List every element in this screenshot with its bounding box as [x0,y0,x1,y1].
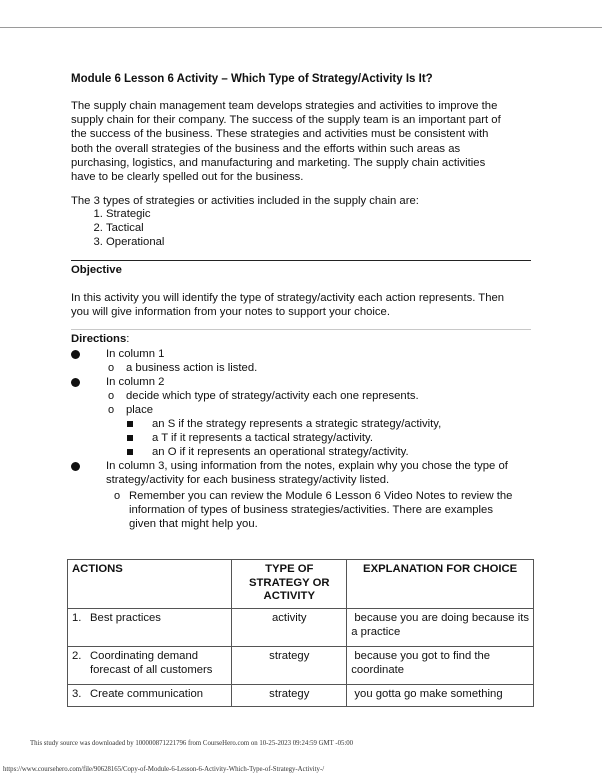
circle-marker-icon: o [108,390,115,402]
header-type [232,560,347,609]
direction-sub-text: information of types of business strategies/activities. There are examples [129,504,493,516]
document-title: Module 6 Lesson 6 Activity – Which Type of Strategy/Activity Is It? [71,73,433,85]
explanation-cell[interactable] [347,685,534,707]
type-item-operational: 3. Operational [106,236,164,250]
directions-list [71,347,541,531]
action-text: Create communication [90,688,204,700]
direction-sub-continuation [71,503,541,517]
objective-line: you will give information from your notes to support your choice. [71,306,390,319]
direction-column-3 [71,459,541,473]
table-header-row [68,560,534,609]
explanation-cell[interactable] [347,647,534,685]
directions-heading [71,333,129,345]
direction-column-1 [71,347,541,361]
objective-line: In this activity you will identify the type of strategy/activity each action represents. Then [71,292,505,304]
explanation-line: you gotta go make something [351,688,503,700]
bullet-icon [71,462,80,471]
explanation-line: because you got to find the [351,650,491,662]
circle-marker-icon: o [108,362,115,374]
row-number: 2. [72,650,82,662]
download-source-note: This study source was downloaded by 100000871221796 from CourseHero.com on 10-25-2023 09:24:59 GMT -05:00 [30,740,354,747]
direction-sub-item [71,403,541,417]
directions-colon: : [126,333,130,345]
table-row [68,609,534,647]
direction-sub-item [71,389,541,403]
explanation-line: because you are doing because its [351,612,529,624]
types-list [71,208,164,249]
intro-line: supply chain for their company. The success of the supply team is an important part of [71,114,501,127]
types-intro: The 3 types of strategies or activities included in the supply chain are: [71,195,419,207]
square-bullet-icon [127,435,133,441]
place-item-t [71,431,541,445]
circle-marker-icon: o [114,490,121,502]
direction-sub-item [71,361,541,375]
bullet-icon [71,350,80,359]
type-cell[interactable]: strategy [232,685,347,707]
objective-heading: Objective [71,264,122,276]
bullet-icon [71,378,80,387]
place-text: an O if it represents an operational strategy/activity. [152,446,409,458]
intro-line: have to be clearly spelled out for the business. [71,171,304,184]
table-row [68,685,534,707]
explanation-line: coordinate [351,663,405,676]
square-bullet-icon [127,421,133,427]
source-url-link[interactable]: https://www.coursehero.com/file/90628165/Copy-of-Module-6-Lesson-6-Activity-Which-Type-of-Strategy-Activity-/ [3,766,325,773]
type-item-strategic: 1. Strategic [106,208,164,222]
intro-paragraph [71,99,533,184]
direction-continuation [71,473,541,487]
type-item-tactical: 2. Tactical [106,222,164,236]
circle-marker-icon: o [108,404,115,416]
actions-table [67,559,534,707]
table-row [68,647,534,685]
intro-line: the success of the business. These strategies and activities must be consistent with [71,128,489,141]
row-number: 3. [72,688,82,700]
place-item-o [71,445,541,459]
place-text: a T if it represents a tactical strategy/activity. [152,432,374,444]
direction-sub-text: Remember you can review the Module 6 Lesson 6 Video Notes to review the [129,490,513,502]
top-rule [0,27,602,28]
direction-text: In column 2 [106,376,165,388]
explanation-cell[interactable] [347,609,534,647]
action-text: Best practices [90,612,161,624]
direction-column-2 [71,375,541,389]
direction-text: In column 1 [106,348,165,360]
type-cell[interactable]: activity [232,609,347,647]
action-cell [68,609,232,647]
direction-text: strategy/activity for each business strategy/activity listed. [106,474,390,486]
intro-line: purchasing, logistics, and manufacturing and marketing. The supply chain activities [71,156,486,169]
objective-text [71,291,533,319]
place-item-s [71,417,541,431]
direction-text: In column 3, using information from the notes, explain why you chose the type of [106,460,508,472]
direction-sub-text: decide which type of strategy/activity each one represents. [126,390,419,402]
header-type-line: ACTIVITY [263,590,315,603]
section-divider-light [71,329,531,330]
direction-sub-text: given that might help you. [129,518,258,530]
square-bullet-icon [127,449,133,455]
direction-sub-continuation [71,517,541,531]
direction-sub-item [71,489,541,503]
header-explanation: EXPLANATION FOR CHOICE [347,560,534,609]
action-cell [68,685,232,707]
intro-line: both the overall strategies of the business and the efforts within such areas as [71,142,461,155]
intro-line: The supply chain management team develops strategies and activities to improve the [71,100,498,112]
action-text: Coordinating demand [90,650,199,662]
direction-sub-text: a business action is listed. [126,362,258,374]
explanation-line: a practice [351,625,401,638]
header-type-line: STRATEGY OR [248,576,330,589]
action-cell [68,647,232,685]
section-divider [71,260,531,261]
type-cell[interactable]: strategy [232,647,347,685]
directions-label: Directions [71,333,127,345]
place-text: an S if the strategy represents a strategic strategy/activity, [152,418,442,430]
row-number: 1. [72,612,82,624]
direction-sub-text: place [126,404,154,416]
action-text: forecast of all customers [90,663,213,676]
header-type-line: TYPE OF [265,563,314,575]
header-actions: ACTIONS [68,560,232,609]
